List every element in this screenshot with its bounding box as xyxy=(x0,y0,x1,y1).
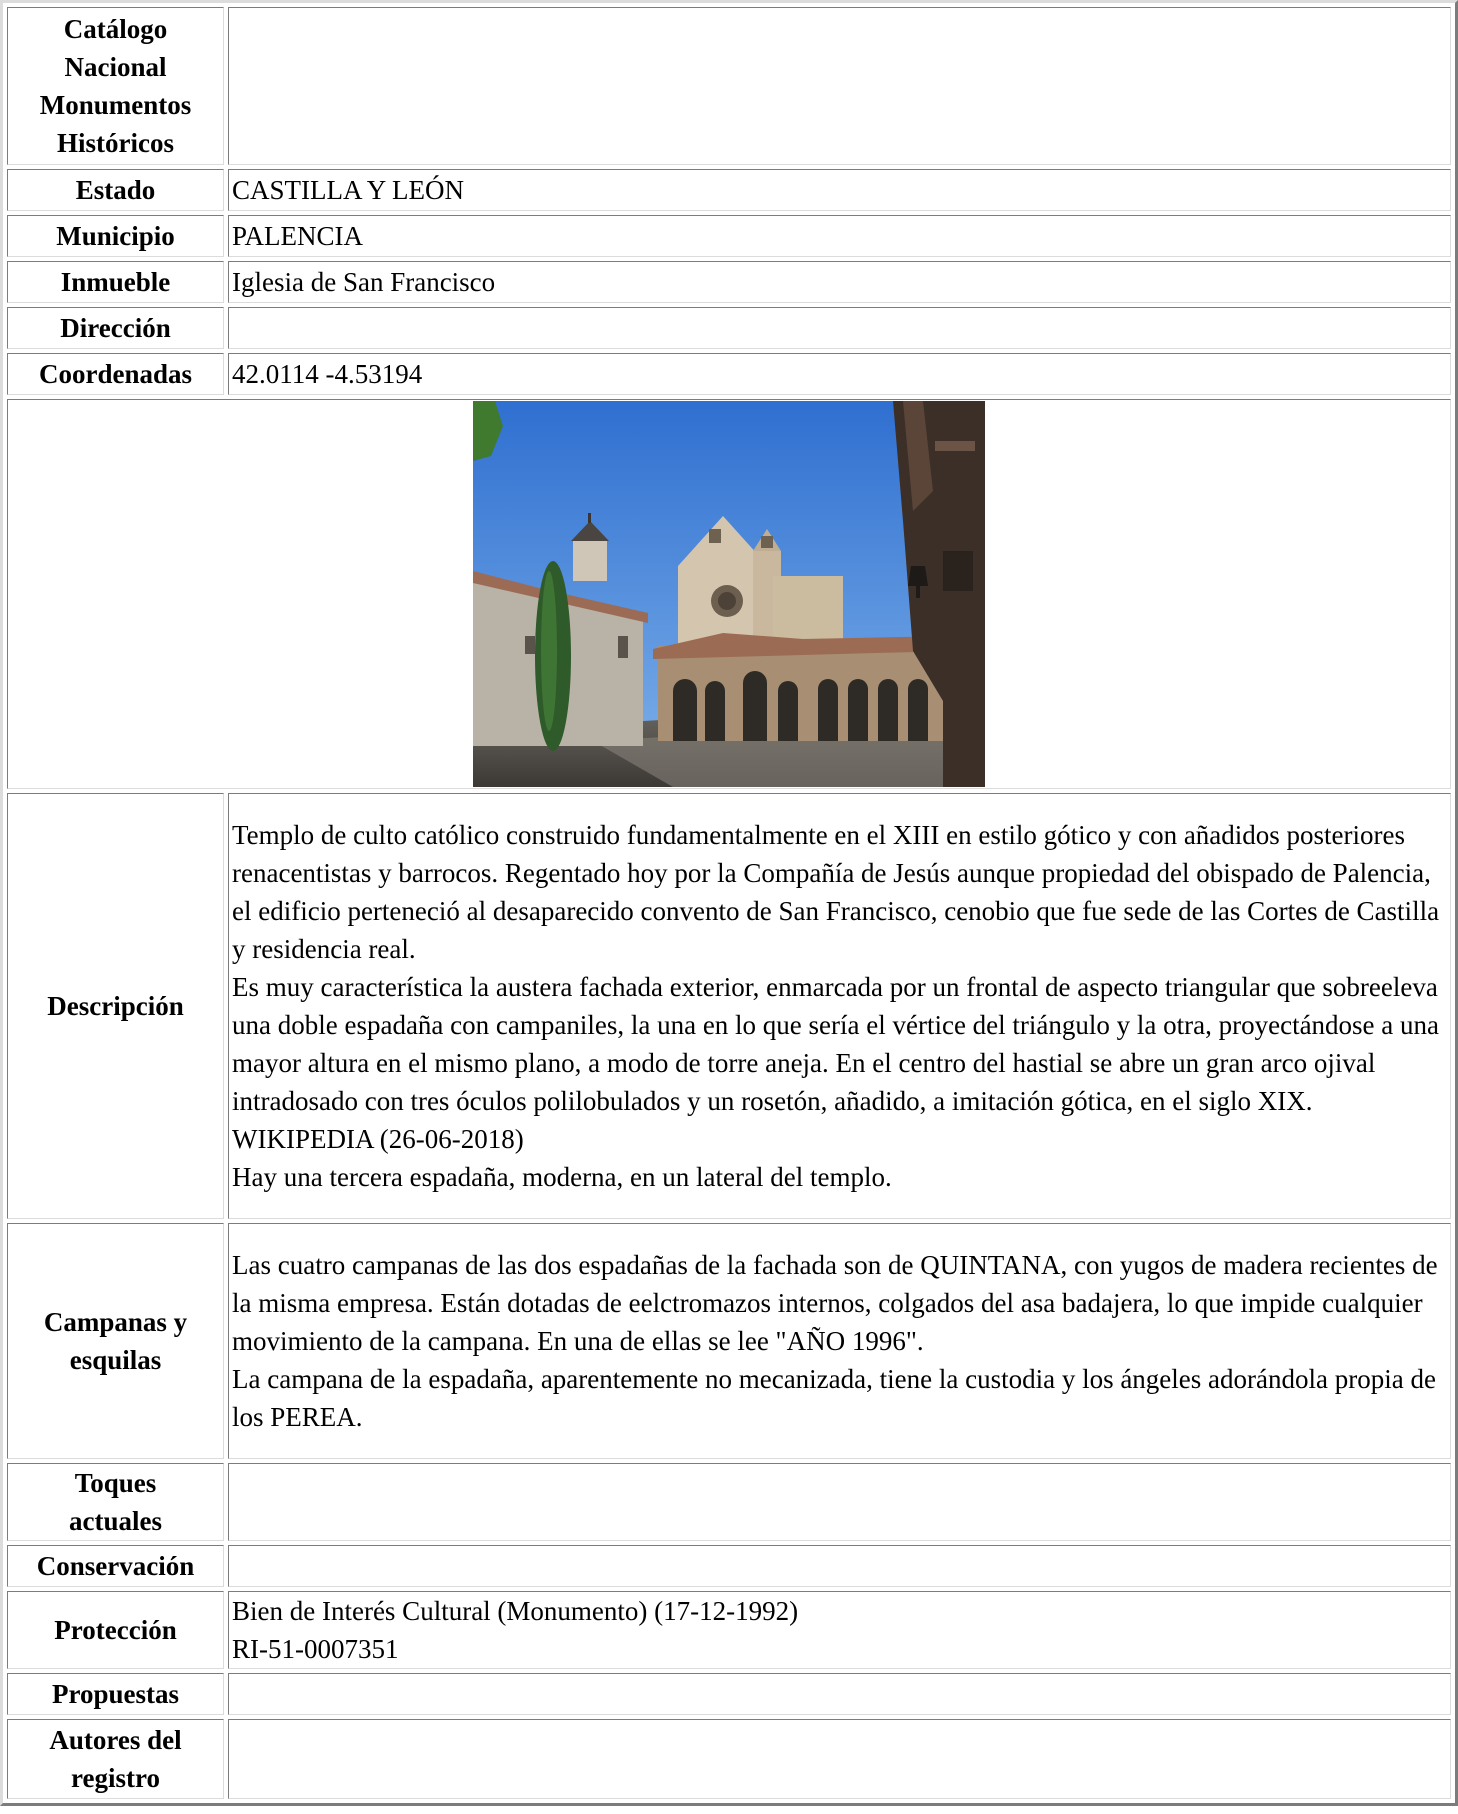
municipio-row xyxy=(7,215,1451,257)
proteccion-line: RI-51-0007351 xyxy=(232,1634,399,1664)
campanas-label xyxy=(7,1223,224,1459)
estado-row xyxy=(7,169,1451,211)
photo-cell xyxy=(7,399,1451,789)
estado-label: Estado xyxy=(7,169,224,211)
descripcion-paragraph: Es muy característica la austera fachada exterior, enmarcada por un frontal de aspecto triangular que sobreeleva una doble espadaña con campaniles, la una en lo que sería el vértice del triángulo y la otra, proyectándose a una mayor altura en el mismo plano, a modo de torre aneja. En el centro del hastial se abre un gran arco ojival intradosado con tres óculos polilobulados y un rosetón, añadido, a imitación gótica, en el siglo XIX. WIKIPEDIA (26-06-2018) xyxy=(232,972,1440,1154)
catalog-title-line: Nacional xyxy=(64,52,167,82)
campanas-paragraph: La campana de la espadaña, aparentemente no mecanizada, tiene la custodia y los ángeles adorándola propia de los PEREA. xyxy=(232,1364,1436,1432)
proteccion-value xyxy=(228,1591,1451,1669)
catalog-title-line: Monumentos xyxy=(39,90,192,120)
conservacion-label: Conservación xyxy=(7,1545,224,1587)
church-photo[interactable] xyxy=(473,401,985,787)
proteccion-row xyxy=(7,1591,1451,1669)
autores-label-line: registro xyxy=(71,1763,160,1793)
proteccion-label: Protección xyxy=(7,1591,224,1669)
campanas-value xyxy=(228,1223,1451,1459)
municipio-label: Municipio xyxy=(7,215,224,257)
photo-lamp xyxy=(908,566,928,586)
descripcion-paragraph: Templo de culto católico construido fundamentalmente en el XIII en estilo gótico y con añadidos posteriores renacentistas y barrocos. Regentado hoy por la Compañía de Jesús aunque propiedad del obispado de Palencia, el edificio perteneció al desaparecido convento de San Francisco, cenobio que fue sede de las Cortes de Castilla y residencia real. xyxy=(232,820,1440,964)
campanas-row xyxy=(7,1223,1451,1459)
catalog-title-value xyxy=(228,7,1451,165)
campanas-label-line: esquilas xyxy=(69,1345,162,1375)
propuestas-row xyxy=(7,1673,1451,1715)
catalog-header-row xyxy=(7,7,1451,165)
catalog-title-line: Históricos xyxy=(57,128,174,158)
descripcion-paragraph: Hay una tercera espadaña, moderna, en un lateral del templo. xyxy=(232,1162,892,1192)
autores-row xyxy=(7,1719,1451,1799)
autores-label xyxy=(7,1719,224,1799)
toques-label-line: actuales xyxy=(69,1506,162,1536)
direccion-row xyxy=(7,307,1451,349)
conservacion-row xyxy=(7,1545,1451,1587)
church-photo-image xyxy=(473,401,985,787)
catalog-title xyxy=(7,7,224,165)
inmueble-value: Iglesia de San Francisco xyxy=(228,261,1451,303)
autores-value xyxy=(228,1719,1451,1799)
proteccion-line: Bien de Interés Cultural (Monumento) (17-12-1992) xyxy=(232,1596,799,1626)
campanas-label-line: Campanas y xyxy=(43,1307,188,1337)
campanas-paragraph: Las cuatro campanas de las dos espadañas de la fachada son de QUINTANA, con yugos de madera recientes de la misma empresa. Están dotadas de eelctromazos internos, colgados del asa badajera, lo que impide cualquier movimiento de la campana. En una de ellas se lee "AÑO 1996". xyxy=(232,1250,1438,1356)
propuestas-label: Propuestas xyxy=(7,1673,224,1715)
coordenadas-label: Coordenadas xyxy=(7,353,224,395)
inmueble-row xyxy=(7,261,1451,303)
direccion-label: Dirección xyxy=(7,307,224,349)
descripcion-value xyxy=(228,793,1451,1219)
descripcion-label: Descripción xyxy=(7,793,224,1219)
descripcion-row xyxy=(7,793,1451,1219)
municipio-value: PALENCIA xyxy=(228,215,1451,257)
toques-label xyxy=(7,1463,224,1541)
catalog-title-line: Catálogo xyxy=(63,14,168,44)
toques-row xyxy=(7,1463,1451,1541)
photo-row xyxy=(7,399,1451,789)
autores-label-line: Autores del xyxy=(49,1725,182,1755)
estado-value: CASTILLA Y LEÓN xyxy=(228,169,1451,211)
direccion-value xyxy=(228,307,1451,349)
inmueble-label: Inmueble xyxy=(7,261,224,303)
propuestas-value xyxy=(228,1673,1451,1715)
coordenadas-value: 42.0114 -4.53194 xyxy=(228,353,1451,395)
coordenadas-row xyxy=(7,353,1451,395)
toques-label-line: Toques xyxy=(74,1468,157,1498)
conservacion-value xyxy=(228,1545,1451,1587)
toques-value xyxy=(228,1463,1451,1541)
